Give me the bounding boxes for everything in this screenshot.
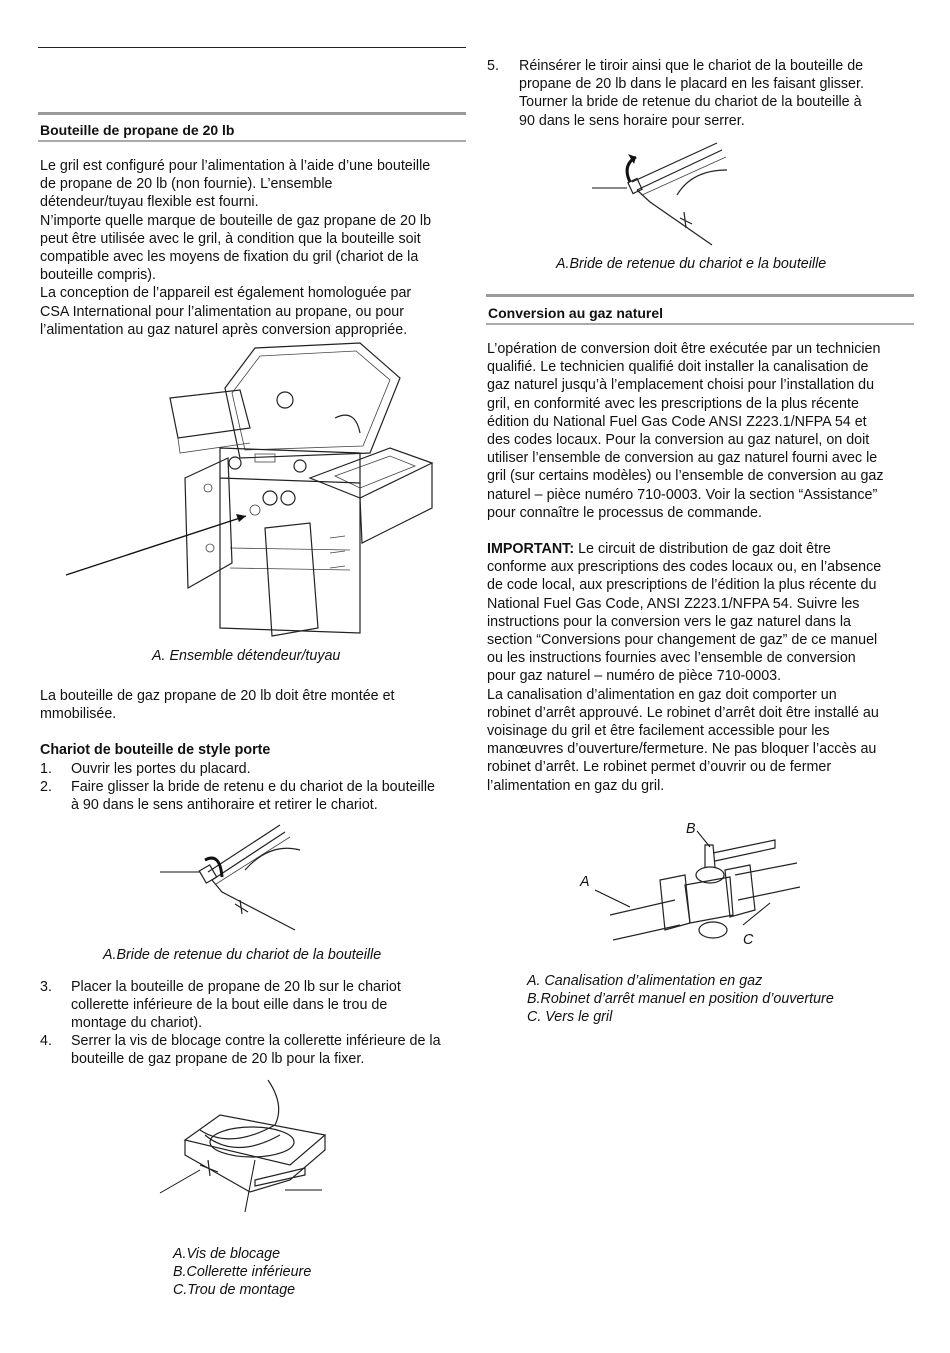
section-bar-top-2 [486,294,914,297]
figure-caption-bracket-1: A.Bride de retenue du chariot de la bouteille [103,947,382,963]
step-1-text: Ouvrir les portes du placard. [71,761,251,777]
step-4-text: Serrer la vis de blocage contre la collerette inférieure de la bouteille de gaz propane de 20 lb pour la fixer. [71,1033,441,1068]
section-bar-bottom-2 [486,323,914,325]
step-4-number: 4. [40,1033,52,1049]
step-5-text: Réinsérer le tiroir ainsi que le chariot de la bouteille de propane de 20 lb dans le placard en les faisant glisser. Tourner la bride de retenue du chariot de la bouteille à 90 dans le sens horaire pour serrer. [519,58,864,129]
top-rule [38,47,466,48]
figure-captions-chariot: A.Vis de blocage B.Collerette inférieure C.Trou de montage [173,1246,312,1298]
section-title-propane: Bouteille de propane de 20 lb [40,122,235,138]
section-title-conversion: Conversion au gaz naturel [488,305,664,321]
mount-paragraph: La bouteille de gaz propane de 20 lb doit être montée et mmobilisée. [40,688,395,723]
intro-paragraph: Le gril est configuré pour l’alimentation à l’aide d’une bouteille de propane de 20 lb (non fournie). L’ensemble détendeur/tuyau flexible est fourni. N’importe quelle marque de bouteille de gaz propane de 20 lb peut être utilisée avec le gril, à condition que la bouteille soit compatible avec les moyens de fixation du gril (chariot de la bouteille compris). La conception de l’appareil est également homologuée par CSA International pour l’alimentation au propane, ou pour l’alimentation au gaz naturel après conversion appropriée. [40,158,432,338]
step-2-text: Faire glisser la bride de retenu e du chariot de la bouteille à 90 dans le sens antihoraire et retirer le chariot. [71,779,435,814]
section-bar-top [38,112,466,115]
figure-captions-valve: A. Canalisation d’alimentation en gaz B.Robinet d’arrêt manuel en position d’ouverture C. Vers le gril [527,973,834,1025]
important-paragraph: IMPORTANT: Le circuit de distribution de gaz doit être conforme aux prescriptions des codes locaux ou, en l’absence de code local, aux prescriptions de l’édition la plus récente du National Fuel Gas Code, ANSI Z223.1/NFPA 54. Suivre les instructions pour la conversion vers le gaz naturel dans la section “Conversions pour changement de gaz” de ce manuel ou les instructions fournies avec l’ensemble de conversion pour gaz naturel – numéro de pièce 710-0003. La canalisation d’alimentation en gaz doit comporter un robinet d’arrêt approuvé. Le robinet d’arrêt doit être installé au voisinage du gril et être facilement accessible pour les manœuvres d’ouverture/fermeture. Ne pas bloquer l’accès au robinet d’arrêt. Le robinet permet d’ouvrir ou de fermer l’alimentation en gaz du gril. [487,541,882,794]
figure-caption-bracket-2: A.Bride de retenue du chariot e la bouteille [556,256,827,272]
step-3-number: 3. [40,979,52,995]
step-1-number: 1. [40,761,52,777]
bracket-illustration-cw [592,140,732,250]
figure-caption-regulator: A. Ensemble détendeur/tuyau [152,648,341,664]
step-3-text: Placer la bouteille de propane de 20 lb sur le chariot collerette inférieure de la bout eille dans le trou de montage du chariot). [71,979,401,1032]
valve-label-a: A [580,874,590,890]
important-label: IMPORTANT: [487,541,575,557]
section-bar-bottom [38,140,466,142]
valve-label-b: B [686,821,696,837]
grill-illustration [60,338,440,638]
step-5-number: 5. [487,58,499,74]
valve-label-c: C [743,932,754,948]
tank-chariot-illustration [160,1080,330,1220]
conversion-paragraph: L’opération de conversion doit être exécutée par un technicien qualifié. Le technicien qualifié doit installer la canalisation de gaz naturel jusqu’à l’emplacement choisi pour l’installation du gril, en conformité avec les prescriptions de la plus récente édition du National Fuel Gas Code ANSI Z223.1/NFPA 54 et des codes locaux. Pour la conversion au gaz naturel, on doit utiliser l’ensemble de conversion au gaz naturel fourni avec le gril (sur certains modèles) ou l’ensemble de conversion au gaz naturel – pièce numéro 710-0003. Voir la section “Assistance” pour connaître le processus de commande. [487,341,884,521]
chariot-title: Chariot de bouteille de style porte [40,742,271,758]
step-2-number: 2. [40,779,52,795]
bracket-illustration-ccw [160,822,310,932]
